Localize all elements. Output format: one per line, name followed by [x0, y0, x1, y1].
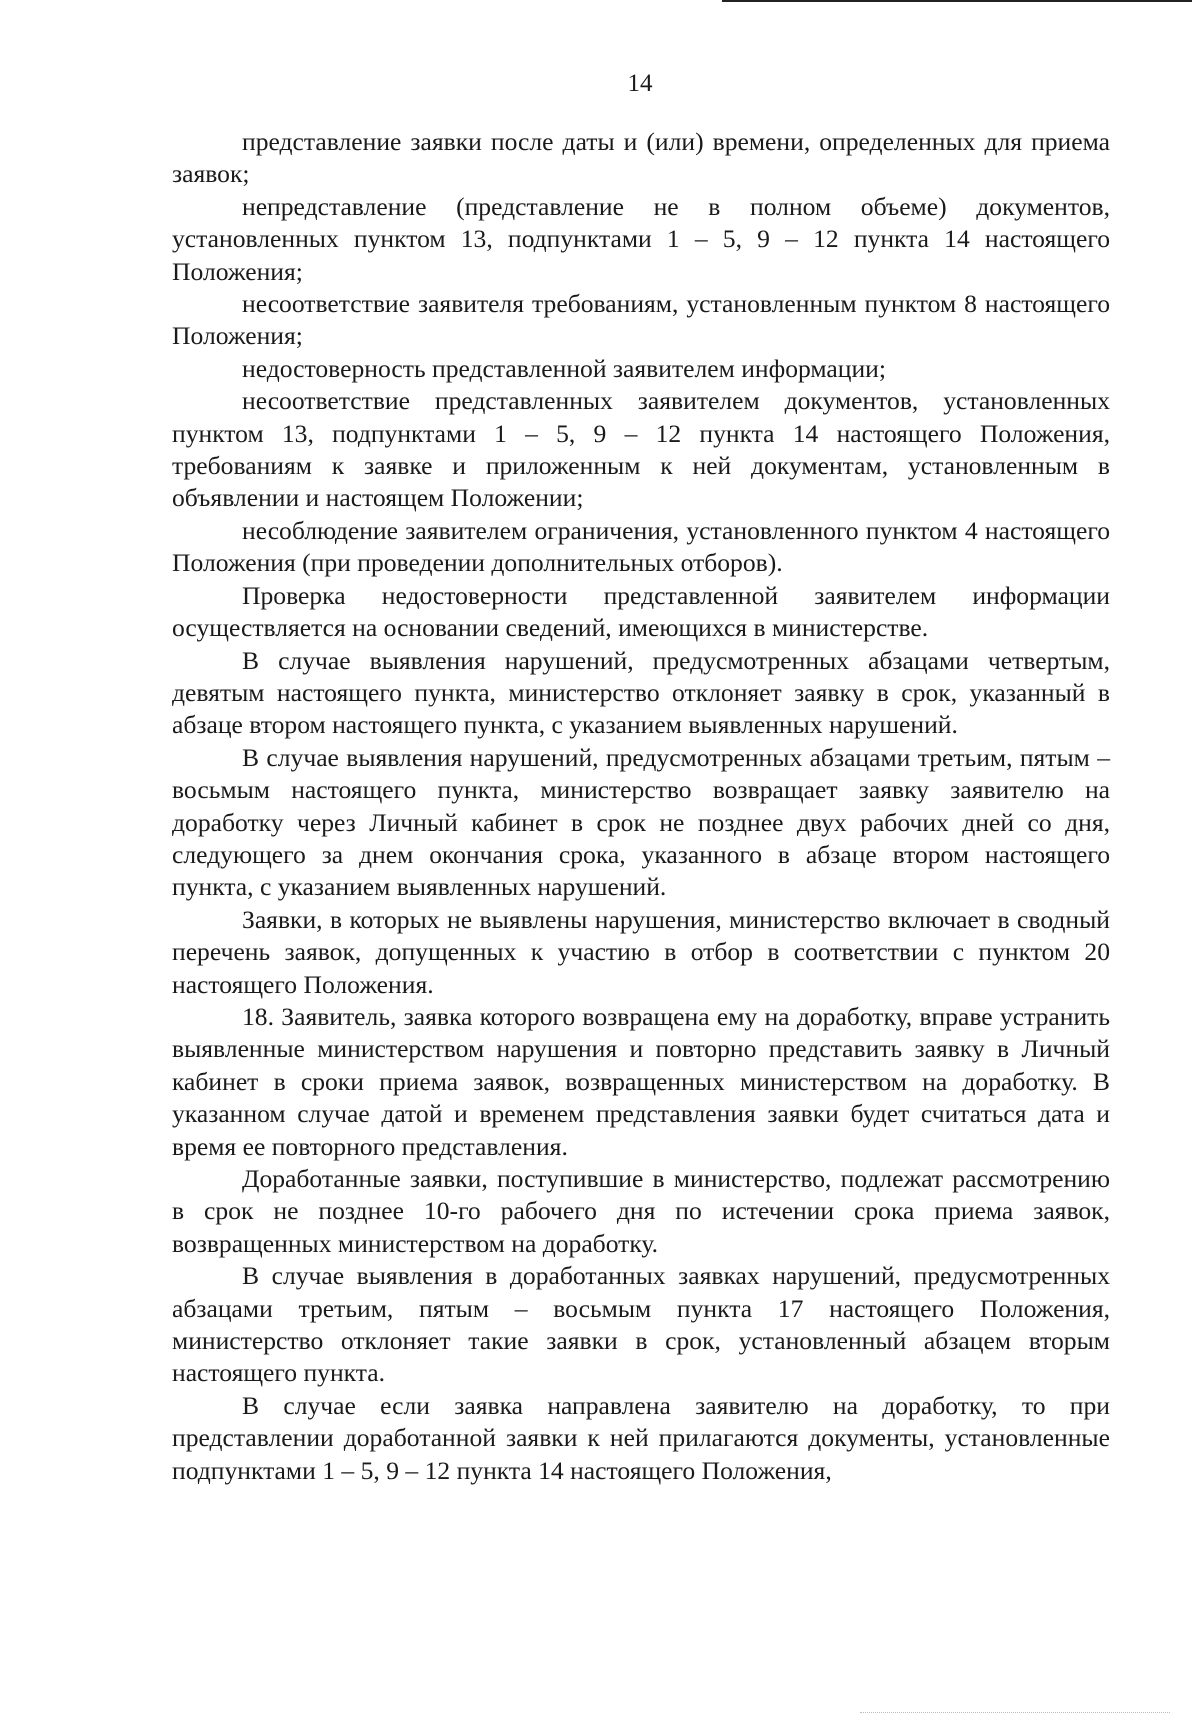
paragraph: несоответствие представленных заявителем документов, установленных пунктом 13, подпунктами 1 – 5, 9 – 12 пункта 14 настоящего Положения, требованиям к заявке и приложенным к ней документам, установленным в объявлении и настоящем Положении;: [172, 386, 1110, 513]
paragraph: В случае если заявка направлена заявителю на доработку, то при представлении доработанной заявки к ней прилагаются документы, установленные подпунктами 1 – 5, 9 – 12 пункта 14 настоящего Положения,: [172, 1390, 1110, 1485]
paragraph: В случае выявления нарушений, предусмотренных абзацами четвертым, девятым настоящего пункта, министерство отклоняет заявку в срок, указанный в абзаце втором настоящего пункта, с указанием выявленных нарушений.: [172, 645, 1110, 740]
top-border-line: [722, 0, 1192, 2]
scan-artifact: [860, 1712, 1170, 1717]
paragraph: Доработанные заявки, поступившие в министерство, подлежат рассмотрению в срок не позднее 10-го рабочего дня по истечении срока приема заявок, возвращенных министерством на доработку.: [172, 1164, 1110, 1258]
paragraph: 18. Заявитель, заявка которого возвращена ему на доработку, вправе устранить выявленные министерством нарушения и повторно представить заявку в Личный кабинет в сроки приема заявок, возвращенных министерством на доработку. В указанном случае датой и временем представления заявки будет считаться дата и время ее повторного представления.: [172, 1001, 1110, 1161]
paragraph: несоблюдение заявителем ограничения, установленного пунктом 4 настоящего Положения (при проведении дополнительных отборов).: [172, 515, 1110, 578]
paragraph: непредставление (представление не в полном объеме) документов, установленных пунктом 13, подпунктами 1 – 5, 9 – 12 пункта 14 настоящего Положения;: [172, 191, 1110, 286]
page-number: 14: [627, 70, 653, 97]
paragraph: Проверка недостоверности представленной заявителем информации осуществляется на основании сведений, имеющихся в министерстве.: [172, 580, 1110, 643]
paragraph: Заявки, в которых не выявлены нарушения, министерство включает в сводный перечень заявок, допущенных к участию в отбор в соответствии с пунктом 20 настоящего Положения.: [172, 904, 1110, 999]
paragraph: недостоверность представленной заявителем информации;: [242, 353, 886, 383]
paragraph: представление заявки после даты и (или) времени, определенных для приема заявок;: [172, 127, 1110, 189]
paragraph: В случае выявления в доработанных заявках нарушений, предусмотренных абзацами третьим, пятым – восьмым пункта 17 настоящего Положения, министерство отклоняет такие заявки в срок, установленный абзацем вторым настоящего пункта.: [172, 1261, 1110, 1388]
paragraph: В случае выявления нарушений, предусмотренных абзацами третьим, пятым – восьмым настоящего пункта, министерство возвращает заявку заявителю на доработку через Личный кабинет в срок не позднее двух рабочих дней со дня, следующего за днем окончания срока, указанного в абзаце втором настоящего пункта, с указанием выявленных нарушений.: [172, 742, 1110, 902]
paragraph: несоответствие заявителя требованиям, установленным пунктом 8 настоящего Положения;: [172, 289, 1110, 351]
document-body: [172, 126, 1110, 1487]
